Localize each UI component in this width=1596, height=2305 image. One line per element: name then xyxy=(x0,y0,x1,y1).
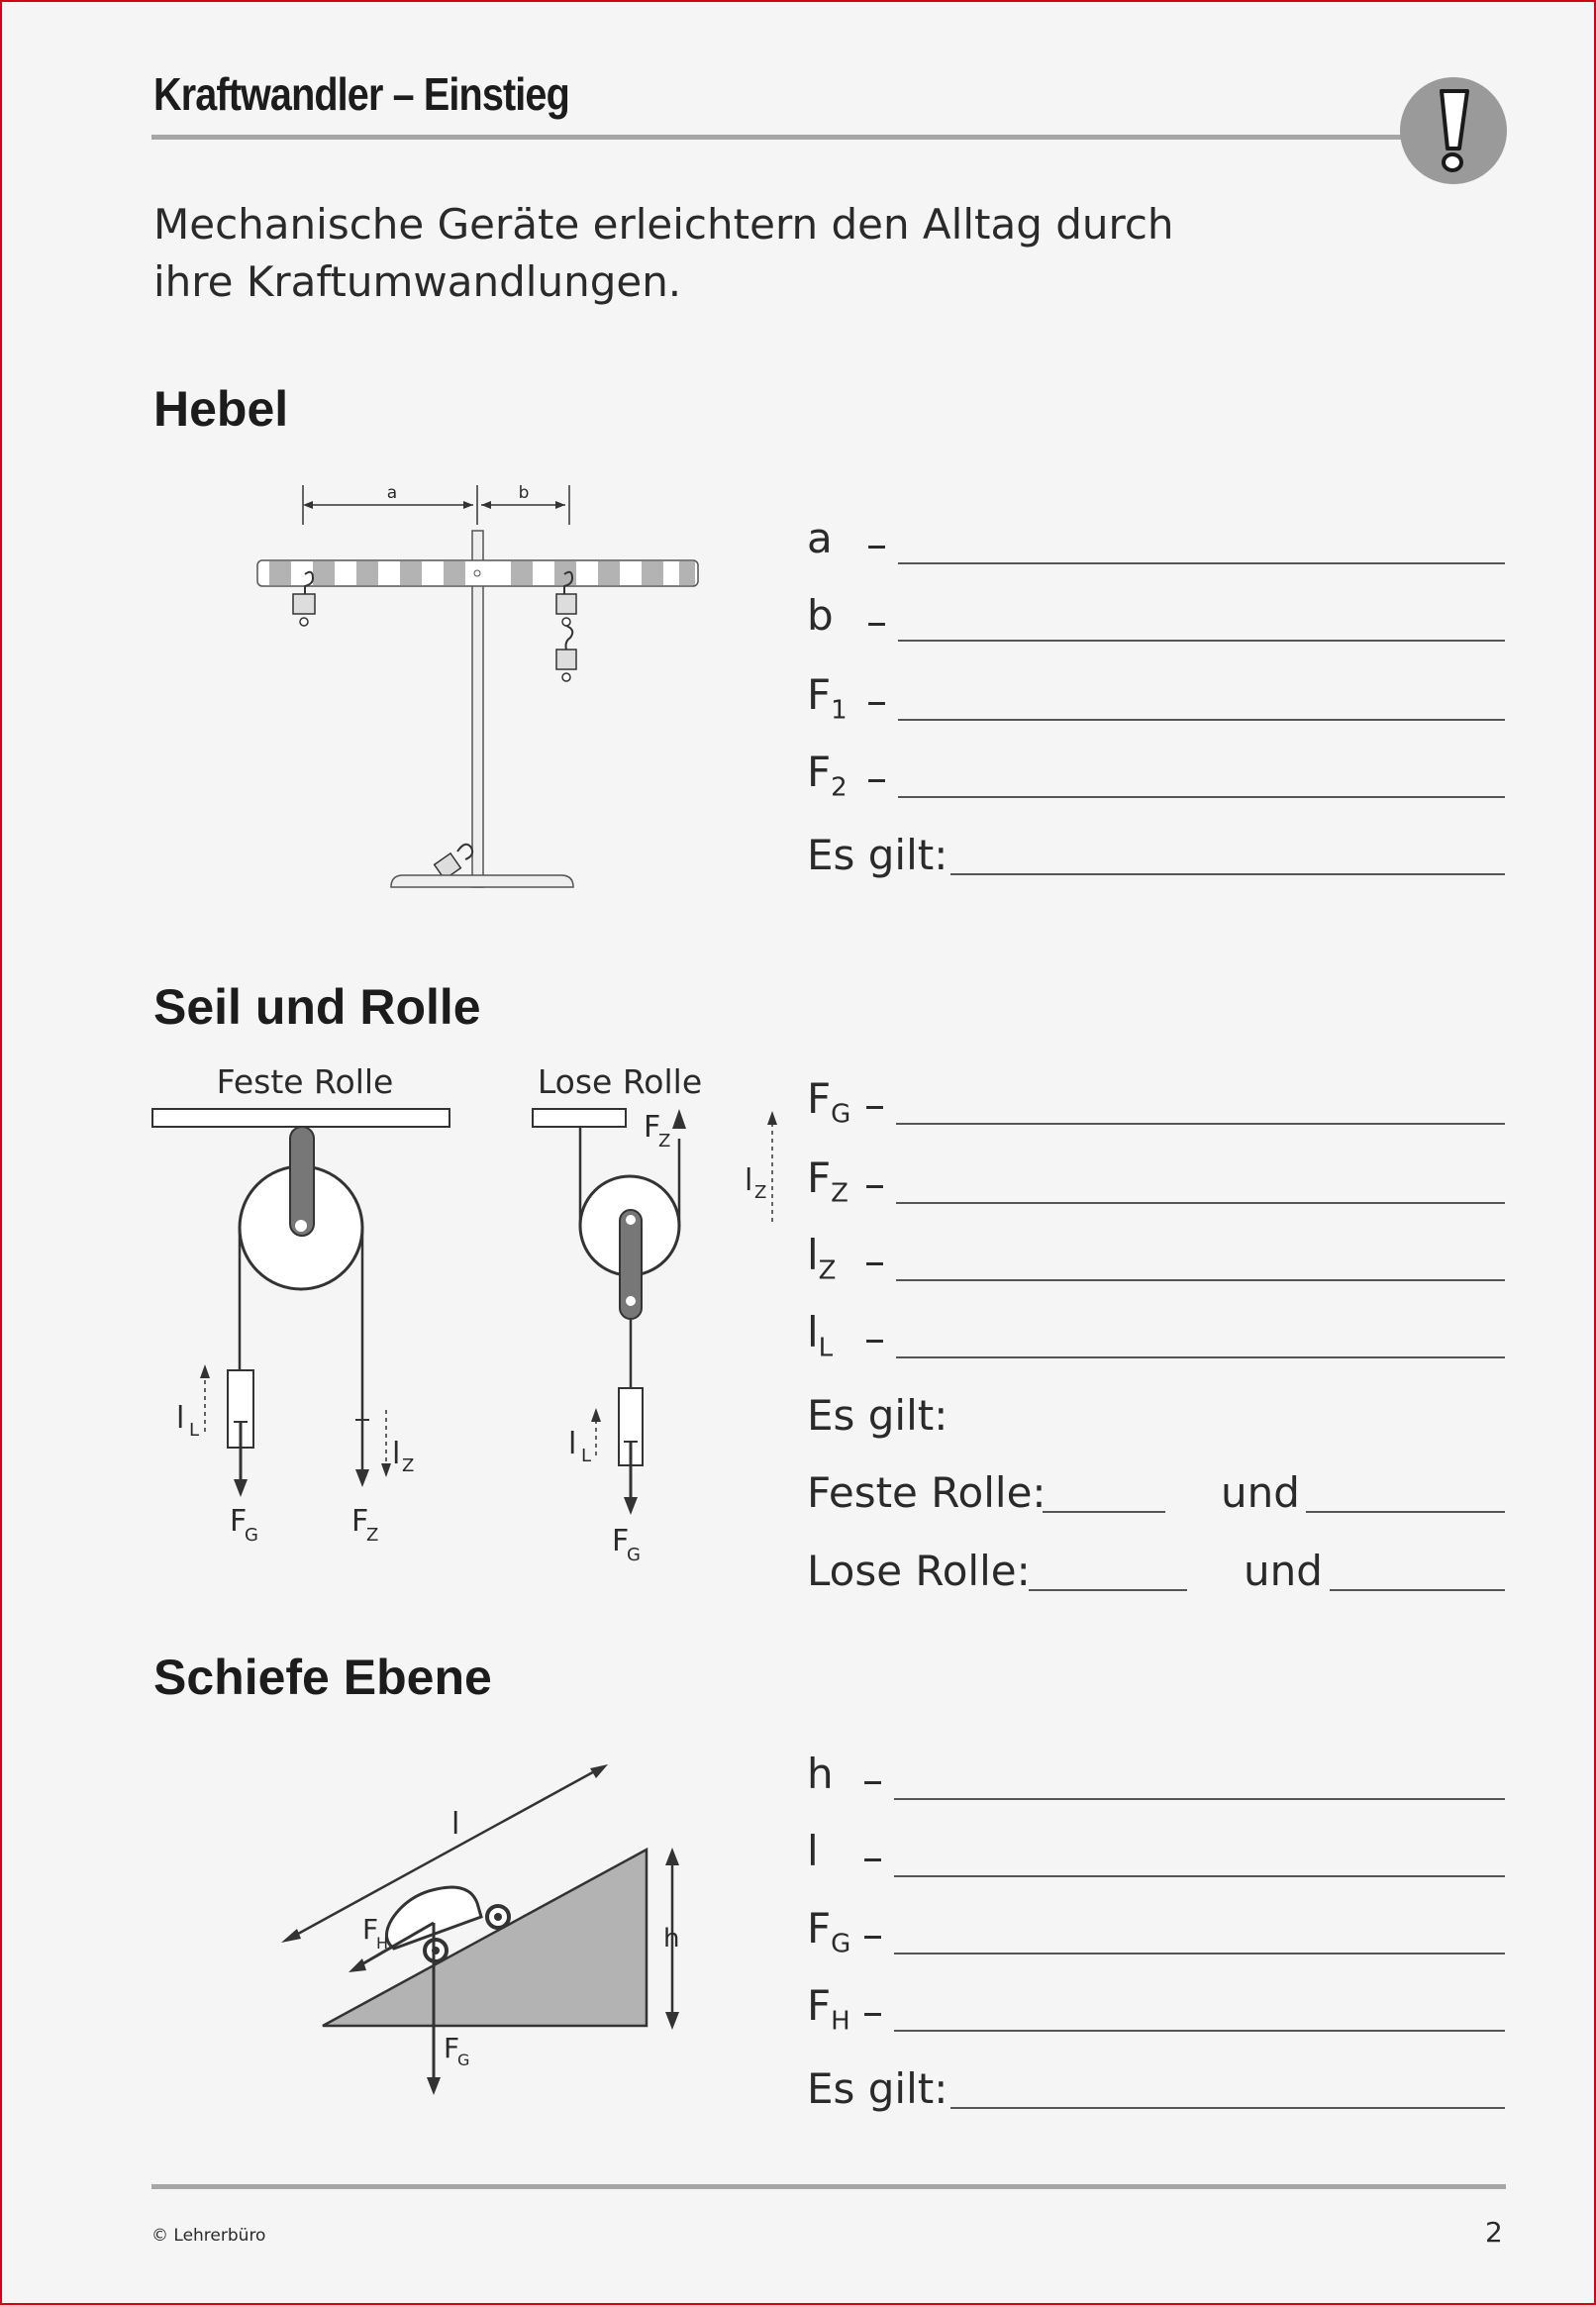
page-number: 2 xyxy=(1485,2216,1503,2249)
ebene-row-es-gilt: Es gilt: xyxy=(807,2054,1505,2113)
fig-label-f: F xyxy=(644,1110,661,1145)
fig-label-l: l xyxy=(176,1401,185,1436)
fig-sub-z: Z xyxy=(754,1182,767,1203)
hebel-row-label: a xyxy=(807,513,833,562)
seil-row-lose-rolle: Lose Rolle: und xyxy=(807,1536,1505,1595)
answer-line[interactable] xyxy=(894,2030,1505,2032)
exclamation-icon xyxy=(1398,75,1509,186)
footer-rule xyxy=(151,2184,1506,2189)
loose-pulley-label: Lose Rolle xyxy=(537,1062,703,1101)
answer-line[interactable] xyxy=(896,1356,1505,1358)
intro-text: Mechanische Geräte erleichtern den Alltag durch ihre Kraftumwandlungen. xyxy=(153,200,1174,306)
section-title-schiefe-ebene: Schiefe Ebene xyxy=(153,1650,492,1705)
hebel-row-f2: $F_2$ – xyxy=(807,743,1505,802)
seil-row-fz: $F_Z$ – xyxy=(807,1149,1505,1208)
lever-label-a: a xyxy=(386,483,398,503)
answer-line[interactable] xyxy=(894,1798,1505,1800)
fixed-pulley-diagram xyxy=(149,1055,577,1582)
fig-label-f: F xyxy=(351,1504,369,1539)
section-title-hebel: Hebel xyxy=(153,381,289,437)
ebene-row-fg: $F_G$ – xyxy=(807,1899,1505,1958)
answer-line[interactable] xyxy=(898,562,1505,564)
ebene-row-label: h xyxy=(807,1749,834,1798)
seil-row-label: $l_L$ xyxy=(807,1307,834,1362)
ebene-row-l: l – xyxy=(807,1822,1505,1881)
answer-line[interactable] xyxy=(1043,1511,1165,1513)
seil-row-label: $F_G$ xyxy=(807,1073,851,1129)
answer-line[interactable] xyxy=(950,873,1505,875)
answer-line[interactable] xyxy=(898,796,1505,798)
ebene-row-label: $F_H$ xyxy=(807,1980,850,2036)
section-title-seil-und-rolle: Seil und Rolle xyxy=(153,979,481,1035)
fig-label-l: l xyxy=(392,1437,401,1471)
answer-line[interactable] xyxy=(1306,1511,1505,1513)
hebel-row-label: $F_2$ xyxy=(807,747,848,802)
lever-diagram xyxy=(248,475,713,911)
answer-line[interactable] xyxy=(896,1202,1505,1204)
answer-line[interactable] xyxy=(950,2107,1505,2109)
hebel-row-label: b xyxy=(807,590,834,640)
fig-label-l: l xyxy=(568,1427,577,1461)
seil-row-label: $F_Z$ xyxy=(807,1152,848,1208)
seil-row-lz: $l_Z$ – xyxy=(807,1226,1505,1285)
answer-line[interactable] xyxy=(894,1953,1505,1954)
fig-label-f: F xyxy=(362,1913,379,1946)
lever-label-b: b xyxy=(518,483,530,503)
fig-sub-z: Z xyxy=(658,1131,671,1152)
ebene-row-h: h – xyxy=(807,1745,1505,1804)
ebene-row-label: $F_G$ xyxy=(807,1903,851,1958)
fig-sub-l: L xyxy=(189,1420,200,1441)
loose-pulley-diagram xyxy=(527,1055,794,1582)
hebel-row-es-gilt: Es gilt: xyxy=(807,820,1505,879)
fig-sub-g: G xyxy=(457,2051,470,2069)
seil-row-es-gilt: Es gilt: xyxy=(807,1391,948,1440)
answer-line[interactable] xyxy=(898,640,1505,642)
page-title: Kraftwandler – Einstieg xyxy=(153,68,569,120)
fig-sub-h: H xyxy=(376,1934,389,1953)
fig-sub-l: L xyxy=(581,1446,592,1466)
ebene-row-fh: $F_H$ – xyxy=(807,1976,1505,2036)
hebel-row-f1: $F_1$ – xyxy=(807,665,1505,725)
fig-label-h: h xyxy=(663,1924,680,1954)
fig-label-f: F xyxy=(444,2032,460,2064)
answer-line[interactable] xyxy=(1330,1589,1505,1591)
answer-line[interactable] xyxy=(1029,1589,1187,1591)
hebel-row-label: $F_1$ xyxy=(807,669,848,725)
seil-row-label: $l_Z$ xyxy=(807,1230,837,1285)
answer-line[interactable] xyxy=(896,1123,1505,1125)
fig-label-l: l xyxy=(451,1807,460,1842)
fig-sub-g: G xyxy=(245,1525,258,1546)
answer-line[interactable] xyxy=(894,1875,1505,1877)
incline-diagram xyxy=(267,1754,703,2101)
fig-sub-z: Z xyxy=(366,1525,379,1546)
hebel-row-b: b – xyxy=(807,586,1505,646)
fig-label-l: l xyxy=(745,1163,753,1198)
seil-row-feste-rolle: Feste Rolle: und xyxy=(807,1457,1505,1517)
fixed-pulley-label: Feste Rolle xyxy=(216,1062,394,1101)
answer-line[interactable] xyxy=(898,719,1505,721)
header-rule xyxy=(151,135,1401,140)
fig-label-f: F xyxy=(612,1524,630,1558)
copyright: © Lehrerbüro xyxy=(151,2226,266,2246)
seil-row-ll: $l_L$ – xyxy=(807,1303,1505,1362)
fig-sub-z: Z xyxy=(402,1455,415,1476)
ebene-row-label: l xyxy=(807,1826,819,1875)
fig-sub-g: G xyxy=(627,1545,641,1565)
seil-row-fg: $F_G$ – xyxy=(807,1069,1505,1129)
fig-label-f: F xyxy=(230,1504,248,1539)
hebel-row-a: a – xyxy=(807,509,1505,568)
answer-line[interactable] xyxy=(896,1279,1505,1281)
